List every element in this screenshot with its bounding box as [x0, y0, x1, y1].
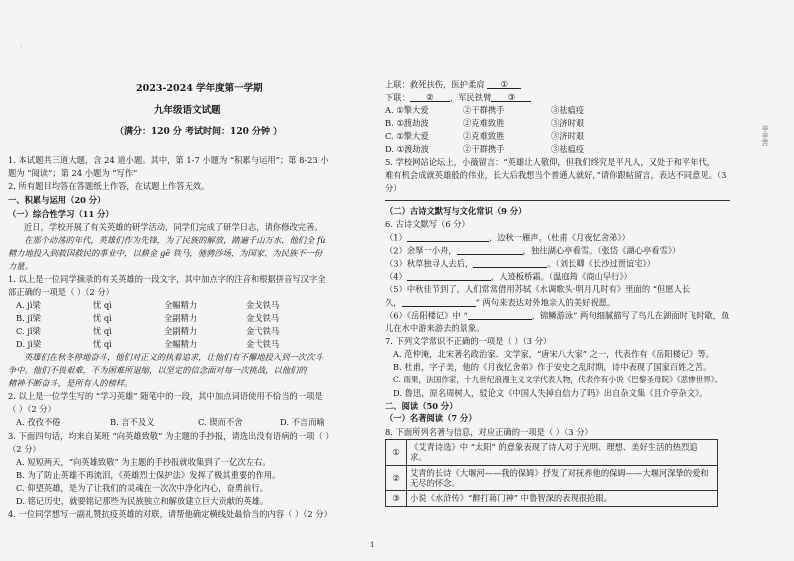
q4-option-c: C. ①擎大爱 ②克难致胜 ③济时艰 — [385, 131, 585, 141]
q4-option-b: B. ①渡劫波 ②克难致胜 ③济时艰 — [385, 118, 585, 128]
passage-line-3: 精力地投入到救国救民的事业中，以耕金 gē 铁马，驰骋沙场，为国家、为民族不一份 — [8, 248, 323, 258]
table-row — [386, 440, 718, 466]
couplet-line-1: 上联：救死扶伤，医护柔肩 ① — [385, 80, 521, 89]
table-row — [386, 491, 718, 506]
q5-line-3: 分） — [385, 183, 402, 193]
exam-title: 九年级语文试题 — [154, 105, 221, 116]
q7-stem: 7. 下列文学常识不正确的一项是（ ）（3 分） — [385, 336, 552, 346]
passage-line-2: 在那个动荡的年代，英雄们作为先锋，为了民族的解放，踏遍千山万水，他们全 fù — [24, 235, 326, 245]
q6-line-3: （3）秋草独寻人去后， 。（刘长卿《长沙过贾谊宅》） — [385, 258, 656, 269]
passage-line-1: 近日，学校开展了有关英雄的研学活动，同学们完成了研学日志，请你修改完善。 — [24, 222, 323, 232]
q1-option-d: D. jì梁 忧 qì 全幅精力 金弋铁马 — [16, 339, 280, 349]
hero-line-1: 英雄们在秋冬停地奋斗，他们对正义的执着追求，让他们有不懈地投入到一次次斗 — [24, 352, 323, 362]
passage-line-4: 力量。 — [8, 261, 33, 271]
q7-option-d: D. 鲁迅，原名周树人，驳论文《中国人失掉自信力了吗》出自杂文集《且介亭杂文》。 — [393, 388, 708, 398]
q3-stem-1: 3. 下面四句话，均来自某班 “向英雄致敬” 为主题的手抄报，请选出没有语病的一项（ ） — [8, 431, 334, 441]
row-text: 《艾青诗选》中 “太阳” 的意象表现了诗人对于光明、理想、美好生活的热烈追求。 — [407, 440, 718, 466]
q6-stem: 6. 古诗文默写（6 分） — [385, 219, 470, 229]
hero-line-2: 争中。他们不畏艰难，不为困难所退缩，以坚定的信念面对每一次挑战，以他们的 — [8, 365, 307, 375]
q6-line-1: （1） ，边秋一雁声。（杜甫《月夜忆舍弟》） — [385, 232, 630, 243]
section1-sub1: （一）综合性学习（11 分） — [8, 209, 114, 219]
q8-stem: 8. 下面所列名著与信息，对应正确的一项是（ ）（3 分） — [385, 427, 593, 437]
q7-option-a: A. 范仲淹，北宋著名政治家、文学家，“唐宋八大家” 之一，代表作有《岳阳楼记》等。 — [393, 349, 715, 359]
q6-line-6a: （6）《岳阳楼记》中 “ ，锦鳞游泳” 两句细腻描写了鸟儿在湖面时飞时歇，鱼 — [385, 310, 730, 321]
q1-stem-2: 部正确的一项是（ ）（2 分） — [8, 287, 114, 297]
side-mark: 辛辛苦 — [761, 125, 769, 146]
q2-stem-1: 2. 以上是一位学生写的 “学习英雄” 随笔中的一段，其中加点词语使用不恰当的一项是 — [8, 391, 323, 401]
q3-option-d: D. 铭记历史，就要铭记那些为民族独立和解放建立巨大贡献的英雄。 — [16, 496, 269, 506]
q6-line-4: （4） ，人迹板桥霜。（温庭筠《商山早行》） — [385, 271, 632, 282]
q3-option-c: C. 仰望英雄，是为了让我们的灵魂在一次次中净化内心，奋勇前行。 — [16, 483, 268, 493]
score-time: （满分：120 分 考试时间：120 分钟 ） — [115, 127, 283, 137]
q5-line-1: 5. 学校网站论坛上，小薇留言：“英雄让人敬仰，但我们终究是平凡人，又处于和平年代， — [385, 157, 716, 167]
answer-line — [385, 200, 730, 201]
q8-table — [385, 439, 718, 507]
q4-option-a: A. ①擎大爱 ②干群携手 ③祛瘟疫 — [385, 105, 585, 115]
q1-option-b: B. jǐ梁 忧 qì 全副精力 金戈铁马 — [16, 313, 280, 323]
q4-stem: 4. 一位同学想写一副礼赞抗疫英雄的对联，请帮他确定横线处最恰当的内容（ ）（2 分） — [8, 509, 332, 519]
q4-option-d: D. ①渡劫波 ②干群携手 ③祛瘟疫 — [385, 144, 585, 154]
table-row — [386, 465, 718, 491]
row-num: ② — [386, 465, 407, 491]
year-term: 2023-2024 学年度第一学期 — [136, 83, 263, 94]
page-number: 1 — [370, 541, 375, 549]
q1-option-a: A. jì梁 忧 qì 全幅精力 金戈铁马 — [16, 300, 280, 310]
note-1a: 1. 本试题共三道大题，含 24 道小题。其中，第 1-7 小题为 “积累与运用”；第 8-23 小 — [8, 155, 329, 165]
q1-stem-1: 1. 以上是一位同学摘录的有关英雄的一段文字，其中加点字的注音和根据拼音写汉字全 — [8, 274, 326, 284]
note-1b: 题为 “阅读”；第 24 小题为 “写作” — [8, 168, 138, 178]
scan-dot-mark: · — [20, 42, 23, 51]
q2-stem-2: （ ）（2 分） — [8, 404, 56, 414]
couplet-line-2: 下联： ② ，军民铁臂 ③ — [385, 93, 531, 102]
q3-stem-2: （2 分） — [8, 444, 41, 454]
row-num: ① — [386, 440, 407, 466]
q5-line-2: 难有机会成就英雄般的伟业，长大后我想当个普通人就好，”请你跟帖留言，表达不同意见。（3 — [385, 170, 727, 180]
q3-option-b: B. 为了防止英雄不再流泪，《英雄烈士保护法》发挥了极其重要的作用。 — [16, 470, 281, 480]
q6-line-5b: 久， ” 两句来表达对外地亲人的美好祝愿。 — [385, 297, 616, 308]
q7-option-c: C. 雨果，法国作家，十九世纪浪漫主义文学代表人物，代表作有小说《巴黎圣母院》《悲惨世界》。 — [393, 375, 723, 384]
section1-title: 一、积累与运用（20 分） — [8, 195, 106, 205]
section3-sub: （一）名著阅读（7 分） — [385, 413, 477, 423]
section3-title: 二、阅读（50 分） — [385, 401, 458, 411]
hero-line-3: 精神不断奋斗，是所有人的榜样。 — [8, 378, 133, 388]
q1-option-c: C. jǐ梁 忧 qì 全副精力 金弋铁马 — [16, 326, 280, 336]
q3-option-a: A. 短短两天，“向英雄致敬” 为主题的手抄报就收集到了一亿次左右。 — [16, 457, 271, 467]
row-num: ③ — [386, 491, 407, 506]
row-text: 小说《水浒传》“醉打蒋门神” 中鲁智深的表现很抢眼。 — [407, 491, 718, 506]
row-text: 艾青的长诗《大堰河——我的保姆》抒发了对抚养他的保姆——大堰河深挚的爱和无尽的怀念。 — [407, 465, 718, 491]
note-2: 2. 所有题目均答在答题纸上作答，在试题上作答无效。 — [8, 181, 210, 191]
q6-line-2: （2）余拏一小舟， ，独往湖心亭看雪。（张岱《湖心亭看雪》） — [385, 245, 681, 256]
q6-line-5a: （5）中秋佳节到了，人们常常借用苏轼《水调歌头·明月几时有》里面的 “但愿人长 — [385, 284, 691, 294]
section2-title: （二）古诗文默写与文化常识（9 分） — [385, 206, 527, 216]
q6-line-6c: 儿在水中游来游去的景象。 — [385, 323, 485, 333]
q7-option-b: B. 杜甫，字子美，他的《月夜忆舍弟》作于安史之乱时期，诗中表现了国家百姓之苦。 — [393, 362, 712, 372]
q2-options: A. 孜孜不倦 B. 言不及义 C. 锲而不舍 D. 不言而喻 — [16, 417, 325, 427]
